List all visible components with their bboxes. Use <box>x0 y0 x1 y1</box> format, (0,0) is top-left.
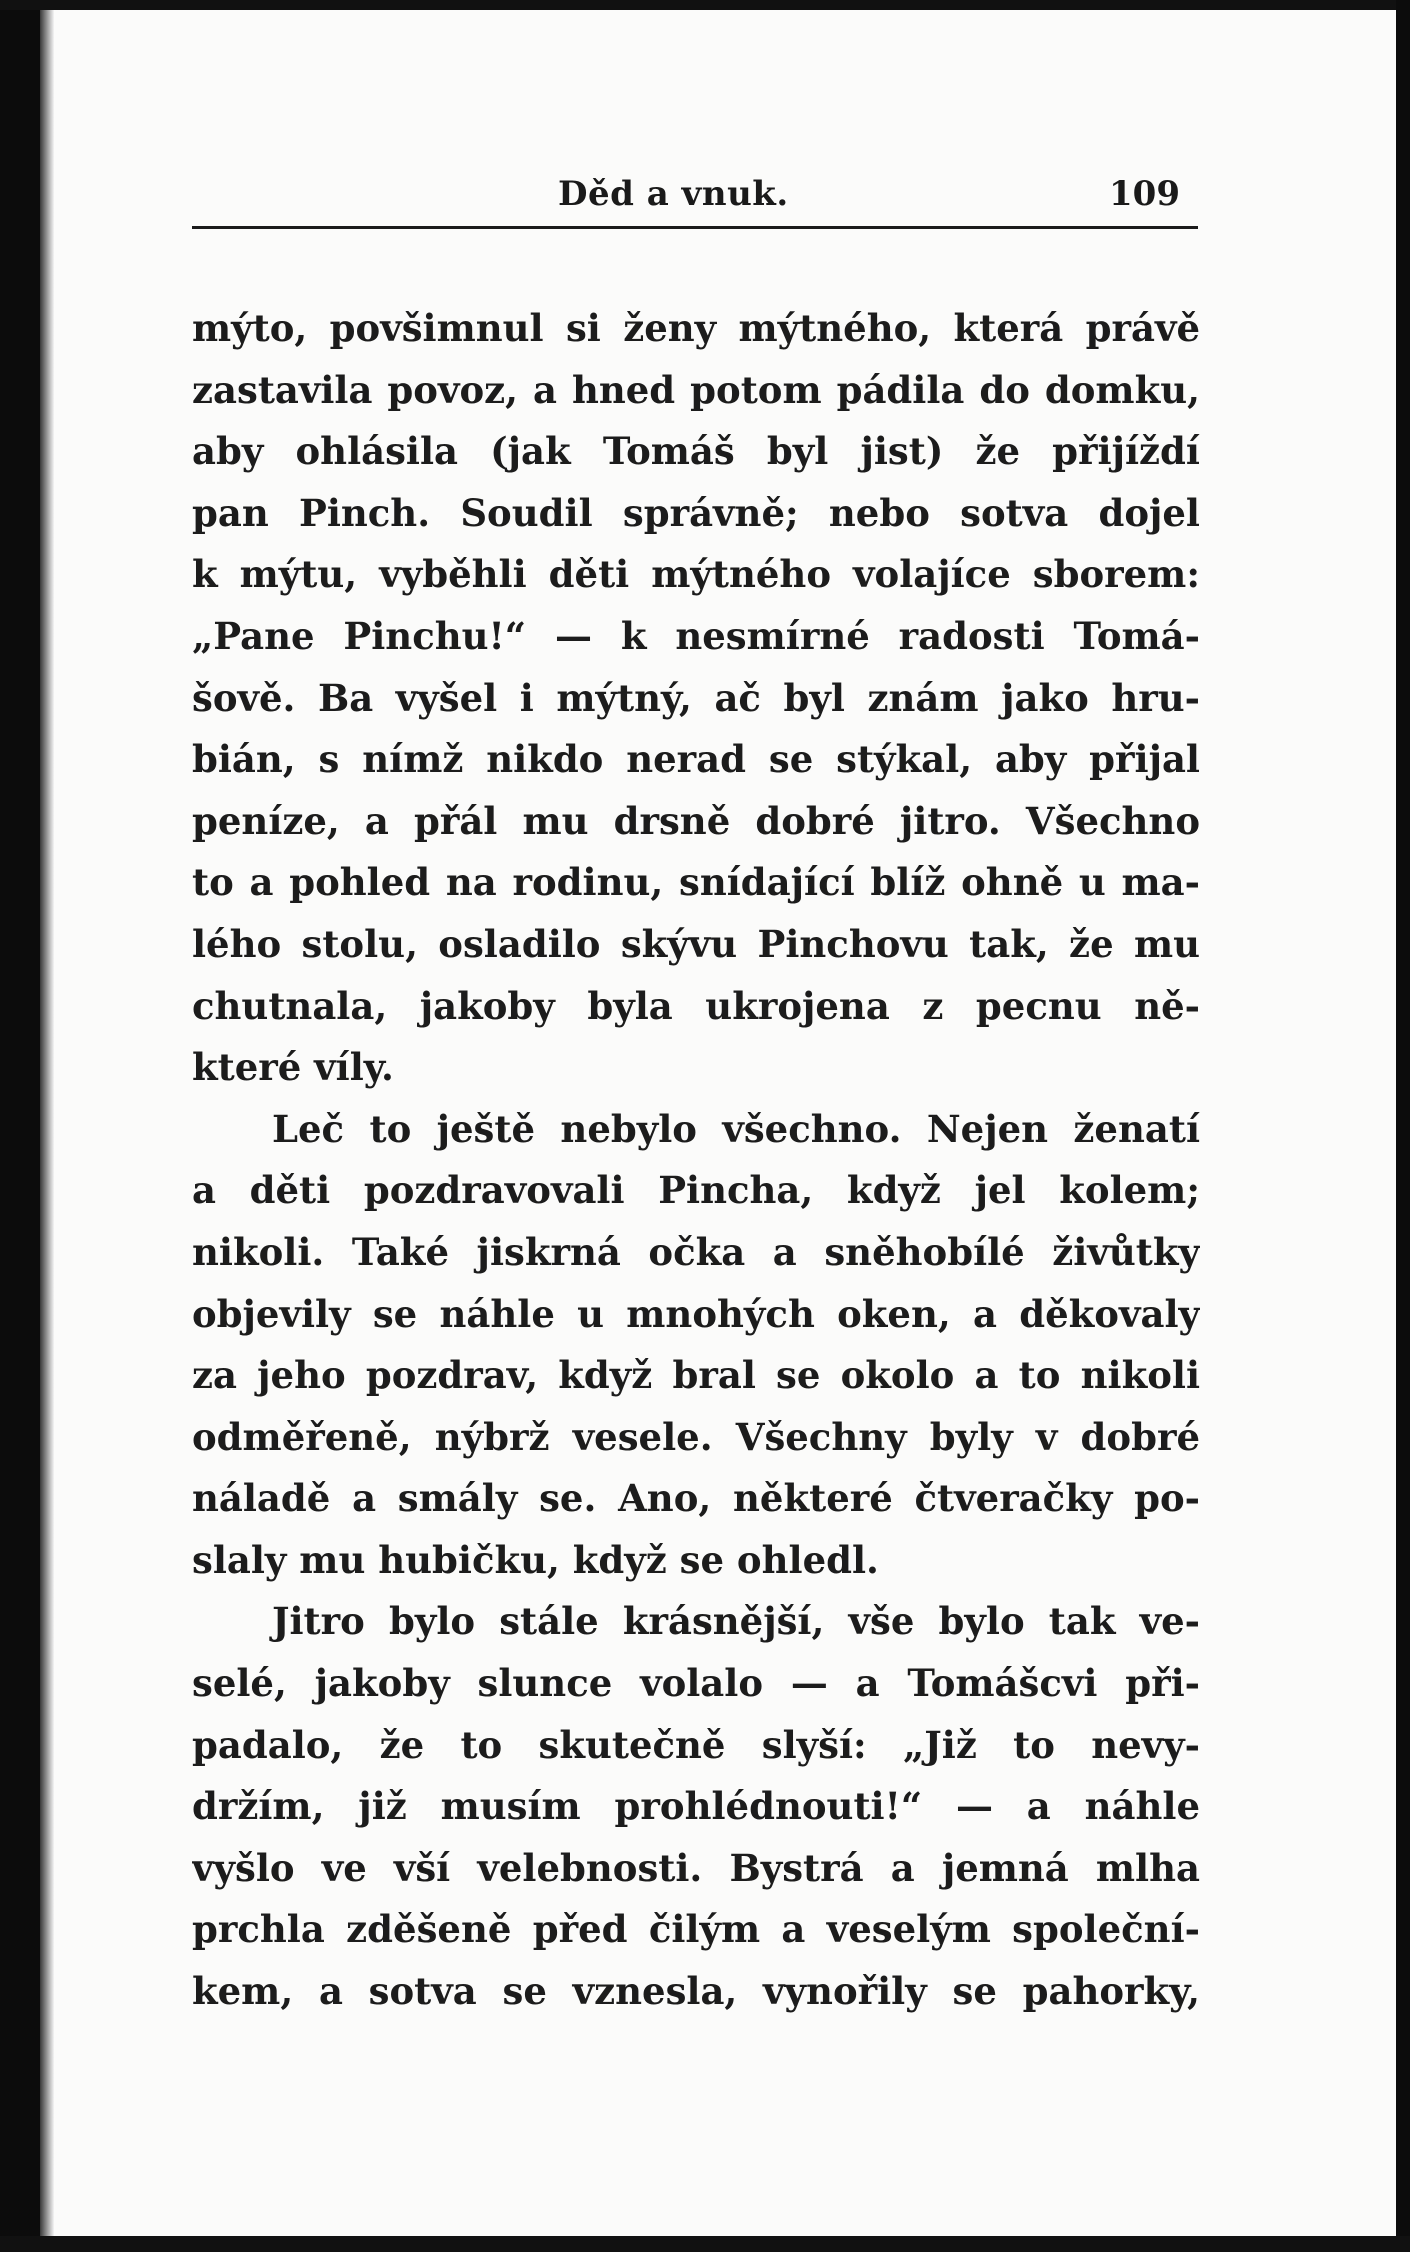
paragraph-end-line: které víly. <box>192 1045 394 1090</box>
scan-gutter-gradient <box>40 0 54 2252</box>
text-line: a děti pozdravovali Pincha, když jel kolem; <box>192 1168 1200 1213</box>
text-line: zastavila povoz, a hned potom pádila do domku, <box>192 367 1200 412</box>
text-line: pan Pinch. Soudil správně; nebo sotva dojel <box>192 490 1200 535</box>
text-line: odměřeně, nýbrž vesele. Všechny byly v dobré <box>192 1414 1200 1459</box>
page-number: 109 <box>1109 174 1180 214</box>
text-line: držím, již musím prohlédnouti!“ — a náhle <box>192 1784 1200 1829</box>
text-line: to a pohled na rodinu, snídající blíž ohně u ma- <box>192 860 1200 905</box>
text-line: za jeho pozdrav, když bral se okolo a to nikoli <box>192 1353 1200 1398</box>
text-line: „Pane Pinchu!“ — k nesmírné radosti Tomá- <box>192 613 1200 658</box>
text-line: lého stolu, osladilo skývu Pinchovu tak, že mu <box>192 921 1200 966</box>
paragraph-end-line: slaly mu hubičku, když se ohledl. <box>192 1537 879 1582</box>
text-line: chutnala, jakoby byla ukrojena z pecnu ně- <box>192 983 1200 1028</box>
text-line: šově. Ba vyšel i mýtný, ač byl znám jako hru- <box>192 675 1200 720</box>
scan-top-border <box>0 0 1410 10</box>
text-line: nikoli. Také jiskrná očka a sněhobílé živůtky <box>192 1229 1200 1274</box>
scan-right-border <box>1396 0 1410 2252</box>
text-line: prchla zděšeně před čilým a veselým společní- <box>192 1907 1200 1952</box>
text-line: bián, s nímž nikdo nerad se stýkal, aby přijal <box>192 737 1200 782</box>
paragraph-start-line: Leč to ještě nebylo všechno. Nejen ženatí <box>272 1106 1200 1151</box>
chapter-title: Děd a vnuk. <box>558 174 789 214</box>
text-line: kem, a sotva se vznesla, vynořily se pahorky, <box>192 1969 1200 2014</box>
text-line: vyšlo ve vší velebnosti. Bystrá a jemná mlha <box>192 1845 1200 1890</box>
scan-binding-shadow <box>0 0 40 2252</box>
text-line: náladě a smály se. Ano, některé čtveračky po- <box>192 1476 1200 1521</box>
text-line: peníze, a přál mu drsně dobré jitro. Všechno <box>192 798 1200 843</box>
text-line: k mýtu, vyběhli děti mýtného volajíce sborem: <box>192 552 1200 597</box>
text-line: mýto, povšimnul si ženy mýtného, která právě <box>192 306 1200 350</box>
text-line: objevily se náhle u mnohých oken, a děkovaly <box>192 1291 1200 1336</box>
text-line: aby ohlásila (jak Tomáš byl jist) že přijíždí <box>192 429 1200 474</box>
text-line: padalo, že to skutečně slyší: „Již to nevy- <box>192 1722 1200 1767</box>
paragraph-start-line: Jitro bylo stále krásnější, vše bylo tak ve- <box>272 1599 1200 1644</box>
text-line: selé, jakoby slunce volalo — a Tomášcvi při- <box>192 1661 1200 1706</box>
body-text <box>192 298 1200 2023</box>
running-header <box>192 168 1198 229</box>
scan-bottom-border <box>0 2236 1410 2252</box>
